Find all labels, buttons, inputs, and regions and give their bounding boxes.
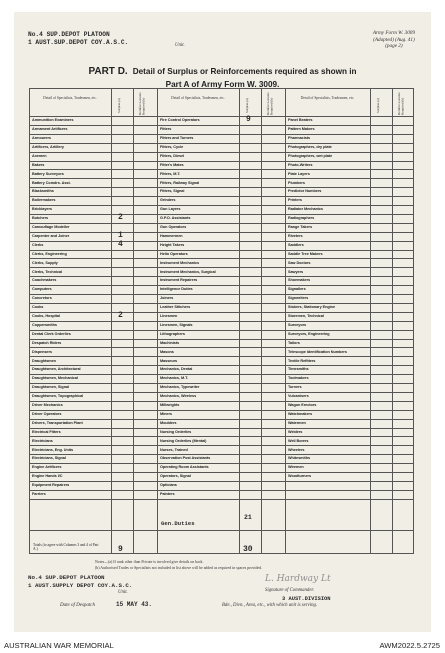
specialist-row-label: Watermen [288, 420, 306, 425]
specialist-row-label: Draughtsmen, Topographical [32, 394, 84, 399]
unit-name-line1: No.4 SUP.DEPOT PLATOON [28, 31, 110, 38]
archive-reference: AWM2022.5.2725 [379, 641, 440, 650]
specialist-row-label: Tailors [288, 340, 300, 345]
specialist-row-label: Fitter's Mates [160, 162, 184, 167]
specialist-row-label: Concretors [32, 296, 52, 301]
specialist-row-label: Intelligence Duties [160, 287, 193, 292]
specialist-row-label: Coppersmiths [32, 322, 57, 327]
header-rule [29, 116, 414, 117]
specialist-row-label: Grinders [160, 198, 176, 203]
specialist-row-label: Butchers [32, 216, 49, 221]
specialist-row-label: Driver Operators [32, 411, 62, 416]
bottom-unit-line2: 1 AUST.SUPPLY DEPOT COY.A.S.C. [28, 582, 133, 589]
specialist-row-label: Toolmakers [288, 376, 309, 381]
specialist-row-label: Height Takers [160, 242, 185, 247]
specialist-row-label: Miners [160, 411, 172, 416]
archive-footer [0, 637, 445, 653]
specialist-row-label: Ammunition Examiners [32, 118, 74, 123]
notes [95, 559, 262, 572]
specialist-row-label: Photo-Writers [288, 162, 313, 167]
specialist-row-label: Vulcanisers [288, 394, 309, 399]
specialist-row-label: Armourers [32, 136, 51, 140]
required-column-header: Reinforce-ments Required (b) [397, 92, 405, 115]
specialist-row-label: Operators, Signal [160, 474, 191, 479]
specialist-row-label: Plate Layers [288, 171, 310, 176]
specialist-row-label: Armament Artificers [32, 127, 68, 132]
bottom-unit-label: Unit. [118, 590, 128, 595]
specialist-row-label: Fitters, Railway Signal [160, 180, 200, 185]
specialist-row-label: Radiator Mechanics [288, 207, 323, 212]
specialist-row-label: Artificers, Artillery [32, 144, 64, 149]
specialist-row-label: Fitters and Turners [160, 136, 194, 140]
specialist-row-label: Battery Comdrs. Asst. [32, 180, 71, 185]
totals-label: Totals (to agree with Columns 3 and 4 of Part A.) [33, 543, 99, 552]
specialist-row-label: Gun Operators [160, 225, 187, 229]
specialist-row-label: Helio Operators [160, 251, 188, 256]
surplus-entry: 9 [246, 115, 251, 124]
specialist-row-label: Fitters, M.T. [160, 171, 181, 176]
specialist-row-label: Farriers [32, 492, 46, 496]
specialist-row-label: Draughtsmen, Architectural [32, 367, 81, 372]
specialist-row-label: Equipment Repairers [32, 483, 70, 488]
specialist-row-label: Timesmiths [288, 367, 309, 372]
surplus-col-rule [111, 88, 112, 554]
specialist-row-label: Leather Stitchers [160, 305, 191, 310]
specialist-row-label: Electricians [32, 438, 53, 443]
title-line1: Detail of Surplus or Reinforcements required as shown in [132, 67, 357, 76]
gen-duties-value: 21 [244, 513, 252, 521]
specialist-row-label: Pattern Makers [288, 127, 315, 132]
table-border-top [29, 88, 414, 89]
specialist-row-label: Machinists [160, 340, 180, 345]
specialist-row-label: Drivers, Transportation Plant [32, 420, 83, 425]
specialist-row-label: Carpenter and Joiner [32, 233, 70, 238]
specialist-row-label: Whitesmiths [288, 456, 311, 461]
specialist-row-label: Driver Mechanics [32, 403, 63, 407]
unit-label: Unit. [175, 43, 185, 48]
form-page: (page 2) [385, 43, 403, 50]
specialist-row-label: Battery Surveyors [32, 171, 64, 176]
specialist-row-label: Observation Post Assistants [160, 456, 211, 461]
commander-signature: L. Hardway Lt [265, 574, 331, 584]
specialist-row-label: Draughtsmen [32, 358, 56, 363]
total-required: 30 [243, 545, 253, 554]
specialist-row-label: Mechanics, M.T. [160, 376, 188, 381]
institution-name: AUSTRALIAN WAR MEMORIAL [4, 641, 114, 650]
table-border-bottom [29, 553, 414, 554]
surplus-column-header: Surplus (a) [376, 98, 380, 113]
surplus-entry: 2 [118, 310, 123, 320]
specialist-row-label: Instrument Repairers [160, 278, 198, 283]
specialist-row-label: Fitters, Cycle [160, 144, 184, 149]
title-line2: Part A of Army Form W. 3009. [165, 80, 280, 90]
specialist-row-label: Fitters [160, 127, 172, 132]
specialist-row-label: Fitters, Signal [160, 189, 185, 194]
specialist-row-label: Turners [288, 385, 302, 390]
specialist-row-label: Engine Hands I/C [32, 474, 63, 479]
signature-caption: Signature of Commander. [265, 588, 314, 593]
division-stamp: 3 AUST.DIVISION [282, 596, 331, 602]
specialist-row-label: Photographers, wet plate [288, 153, 333, 158]
specialist-row-label: Linesmen [160, 314, 178, 318]
specialist-row-label: Watchmakers [288, 411, 312, 416]
specialist-row-label: Nursing Orderlies (Mental) [160, 438, 207, 443]
specialist-row-label: Masseurs [160, 358, 178, 363]
specialist-row-label: Stokers, Stationary Engine [288, 305, 336, 310]
specialist-row-label: Instrument Mechanics, Surgical [160, 269, 216, 274]
specialists-column-header: Detail of Specialists, Tradesmen, etc. [300, 96, 355, 100]
specialist-row-label: Millwrights [160, 403, 180, 407]
specialist-row-label: Nurses, Trained [160, 447, 188, 452]
specialist-row-label: Telescope Identification Numbers [288, 349, 347, 354]
note-b: (b) Authorised Trades or Specialists not included in list above will be added as required in spaces provided. [95, 566, 263, 571]
specialist-row-label: Pharmacists [288, 136, 311, 140]
specialist-row-label: Electricians, Signal [32, 456, 66, 461]
surplus-column-header: Surplus (a) [245, 98, 249, 113]
specialist-row-label: Saw Doctors [288, 260, 311, 265]
specialist-row-label: Dispensers [32, 349, 52, 354]
specialist-row-label: Clerks [32, 242, 44, 247]
specialist-row-label: Operating Room Assistants [160, 465, 209, 470]
specialists-column-header: Detail of Specialists, Tradesmen, etc. [171, 96, 225, 100]
specialist-row-label: Plumbers [288, 180, 305, 185]
specialist-row-label: Nursing Orderlies [160, 429, 192, 434]
part-label: PART D. [88, 66, 128, 77]
specialist-row-label: Engine Artificers [32, 465, 62, 470]
specialist-row-label: Masons [160, 349, 174, 354]
specialist-row-label: Well Borers [288, 438, 309, 443]
specialist-row-label: Instrument Mechanics [160, 260, 200, 265]
required-col-rule [392, 88, 393, 554]
specialist-row-label: Mechanics, Typewriter [160, 385, 200, 390]
group-divider [285, 88, 286, 554]
specialist-row-label: Fire Control Operators [160, 118, 200, 123]
specialist-row-label: Panel Beaters [288, 118, 313, 123]
surplus-entry: 2 [118, 212, 123, 222]
specialist-row-label: Radiographers [288, 216, 315, 221]
specialist-row-label: Clerks, Supply [32, 260, 58, 265]
specialist-row-label: Despatch Riders [32, 340, 62, 345]
specialist-row-label: Woodturners [288, 474, 312, 479]
form-reference [373, 30, 415, 50]
specialist-row-label: Sawyers [288, 269, 304, 274]
specialist-row-label: Fitters, Diesel [160, 153, 185, 158]
specialist-row-label: Gun Layers [160, 207, 181, 212]
specialist-row-label: Cooks, Hospital [32, 314, 60, 318]
surplus-entry: 4 [118, 239, 123, 249]
totals-rule [29, 530, 414, 531]
specialist-row-label: Predictor Numbers [288, 189, 322, 194]
form-name: Army Form W. 3009 [372, 30, 415, 36]
specialist-row-label: Boilermakers [32, 198, 56, 203]
specialist-row-label: Shoemakers [288, 278, 311, 283]
specialist-row-label: Clerks, Technical [32, 269, 63, 274]
specialist-row-label: Dental Clerk Orderlies [32, 331, 71, 336]
specialist-row-label: Surveyors [288, 322, 307, 327]
specialist-row-label: Electricians, Eng. Units [32, 447, 73, 452]
specialist-row-label: Draughtsmen, Signal [32, 385, 70, 390]
specialist-row-label: Textile Refitters [288, 358, 316, 363]
specialist-row-label: Surveyors, Engineering [288, 331, 330, 336]
specialist-row-label: Axemen [32, 153, 47, 158]
bde-caption: Bde., Divn., Area, etc., with which unit is serving. [222, 603, 318, 608]
specialist-row-label: Computers [32, 287, 52, 292]
specialist-row-label: Signallers [288, 287, 306, 292]
form-title [30, 60, 415, 91]
despatch-date: 15 MAY 43. [116, 601, 153, 608]
specialist-row-label: Saddlers [288, 242, 304, 247]
specialists-column-header: Detail of Specialists, Tradesmen, etc. [43, 96, 97, 100]
specialist-row-label: Photographers, dry plate [288, 144, 332, 149]
total-surplus-1: 9 [118, 545, 123, 554]
specialist-row-label: Linesmen, Signals [160, 322, 193, 327]
gen-duties-label: Gen.Duties [161, 519, 195, 527]
specialist-row-label: G.P.O. Assistants [160, 216, 191, 221]
specialist-row-label: Electrical Fitters [32, 429, 61, 434]
specialist-row-label: Wheelers [288, 447, 305, 452]
specialist-row-label: Painters [160, 492, 175, 496]
specialist-row-label: Joiners [160, 296, 174, 301]
required-col-rule [261, 88, 262, 554]
specialist-row-label: Riveters [288, 233, 303, 238]
specialist-row-label: Draughtsmen, Mechanical [32, 376, 78, 381]
surplus-col-rule [370, 88, 371, 554]
specialist-row-label: Hammermen [160, 233, 183, 238]
specialist-row-label: Cooks [32, 305, 44, 310]
note-a: Notes—(a) If rank other than Private is involved give details on back. [95, 560, 204, 564]
specialist-row-label: Printers [288, 198, 302, 203]
specialist-row-label: Saddle Tree Makers [288, 251, 323, 256]
surplus-column-header: Surplus (a) [117, 98, 121, 113]
form-edition: (Adapted) (Aug. 41) [373, 36, 415, 43]
required-col-rule [133, 88, 134, 554]
specialist-row-label: Mechanics, Wireless [160, 394, 197, 399]
specialist-row-label: Lithographers [160, 331, 185, 336]
despatch-label: Date of Despatch [60, 603, 95, 608]
specialist-row-label: Mechanics, Dental [160, 367, 193, 372]
group-divider [157, 88, 158, 554]
unit-name-line2: 1 AUST.SUP.DEPOT COY.A.S.C. [28, 39, 129, 46]
specialist-row-label: Blacksmiths [32, 189, 54, 194]
surplus-col-rule [239, 88, 240, 554]
specialist-row-label: Wagon Erectors [288, 403, 317, 407]
specialist-row-label: Camouflage Modeller [32, 225, 70, 229]
required-column-header: Reinforce-ments Required (b) [138, 92, 146, 115]
specialist-row-label: Bakers [32, 162, 45, 167]
required-column-header: Reinforce-ments Required (b) [266, 92, 274, 115]
specialist-row-label: Wiremen [288, 465, 304, 470]
specialist-row-label: Signwriters [288, 296, 309, 301]
specialist-row-label: Coachmakers [32, 278, 57, 283]
specialist-row-label: Range Takers [288, 225, 313, 229]
specialist-row-label: Opticians [160, 483, 177, 488]
specialists-table [29, 88, 414, 554]
specialist-row-label: Storemen, Technical [288, 314, 324, 318]
surplus-entry: 1 [118, 230, 123, 240]
specialist-row-label: Moulders [160, 420, 177, 425]
specialist-row-label: Welders [288, 429, 303, 434]
specialist-row-label: Clerks, Engineering [32, 251, 67, 256]
specialist-row-label: Bricklayers [32, 207, 52, 212]
bottom-unit-line1: No.4 SUP.DEPOT PLATOON [28, 574, 105, 581]
